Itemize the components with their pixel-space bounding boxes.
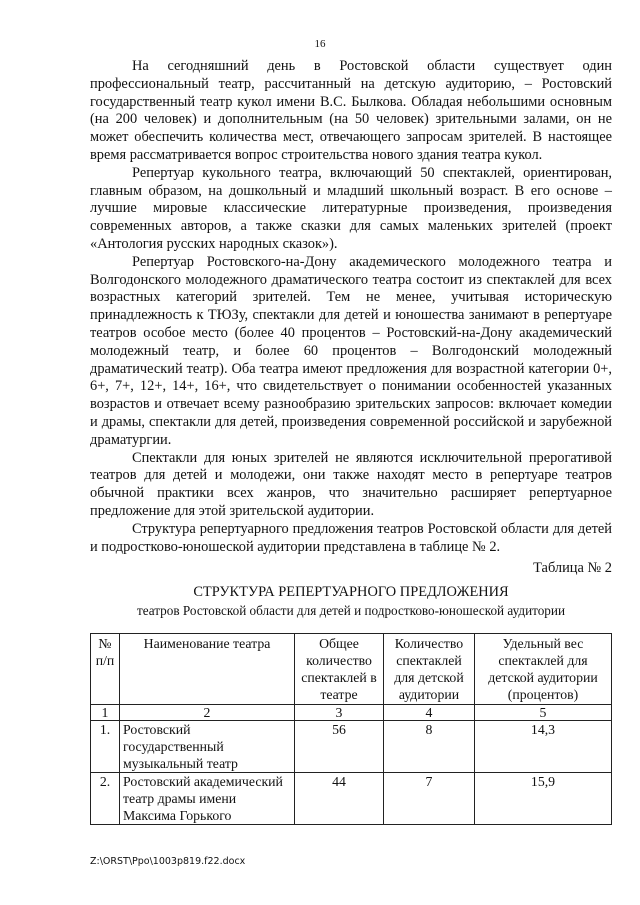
row-kids: 8 — [384, 721, 475, 773]
header-kids-performances: Количество спектаклей для детской аудитории — [384, 634, 475, 705]
header-share: Удельный вес спектаклей для детской аудитории (процентов) — [475, 634, 612, 705]
index-cell: 4 — [384, 705, 475, 721]
table-row — [91, 721, 612, 773]
index-cell: 3 — [295, 705, 384, 721]
row-total: 44 — [295, 773, 384, 825]
table-row — [91, 773, 612, 825]
row-theatre-name: Ростовский государственный музыкальный театр — [120, 721, 295, 773]
row-share: 14,3 — [475, 721, 612, 773]
page-number: 16 — [314, 38, 326, 50]
row-number: 2. — [91, 773, 120, 825]
table-title: СТРУКТУРА РЕПЕРТУАРНОГО ПРЕДЛОЖЕНИЯ — [193, 584, 509, 600]
index-cell: 2 — [120, 705, 295, 721]
repertoire-table — [90, 633, 612, 825]
paragraph: Структура репертуарного предложения театров Ростовской области для детей и подростково-юношеской аудитории представлена в таблице № 2. — [90, 520, 612, 555]
table-index-row — [91, 705, 612, 721]
row-total: 56 — [295, 721, 384, 773]
header-total-performances: Общее количество спектаклей в театре — [295, 634, 384, 705]
paragraph: На сегодняшний день в Ростовской области существует один профессиональный театр, рассчитанный на детскую аудиторию, – Ростовский государственный театр кукол имени В.С. Былкова. Обладая небольшими основным (на 200 человек) и дополнительным (на 50 человек) зрительными залами, он не может обеспечить количества мест, отвечающего запросам зрителей. В настоящее время рассматривается вопрос строительства нового здания театра кукол. — [90, 58, 612, 163]
paragraph: Репертуар Ростовского-на-Дону академического молодежного театра и Волгодонского молодежного драматического театра состоит из спектаклей для всех возрастных категорий зрителей. Тем не менее, учитывая историческую принадлежность к ТЮЗу, спектакли для детей и юношества занимают в репертуаре театров особое место (более 40 процентов – Ростовский-на-Дону академический молодежный театр, и более 60 процентов – Волгодонский молодежный драматический театр). Оба театра имеют предложения для возрастной категории 0+, 6+, 7+, 12+, 14+, 16+, что свидетельствует о понимании особенностей указанных возрастов и отвечает всему разнообразию зрительских запросов: включает комедии и драмы, спектакли для детей, произведения современной российской и зарубежной драматургии. — [90, 253, 612, 448]
index-cell: 5 — [475, 705, 612, 721]
index-cell: 1 — [91, 705, 120, 721]
body-text — [90, 58, 612, 556]
row-number: 1. — [91, 721, 120, 773]
row-share: 15,9 — [475, 773, 612, 825]
header-theatre-name: Наименование театра — [120, 634, 295, 705]
row-theatre-name: Ростовский академический театр драмы имени Максима Горького — [120, 773, 295, 825]
table-header-row — [91, 634, 612, 705]
table-subtitle: театров Ростовской области для детей и подростково-юношеской аудитории — [136, 603, 566, 618]
file-path-footer: Z:\ORST\Ppo\1003p819.f22.docx — [90, 856, 246, 867]
header-number: № п/п — [91, 634, 120, 705]
paragraph: Спектакли для юных зрителей не являются исключительной прерогативой театров для детей и молодежи, они также находят место в репертуаре театров обычной практики всех жанров, что значительно расширяет репертуарное предложение для этой зрительской аудитории. — [90, 449, 612, 519]
paragraph: Репертуар кукольного театра, включающий 50 спектаклей, ориентирован, главным образом, на дошкольный и младший школьный возраст. В его основе – лучшие мировые классические литературные произведения, произведения современных авторов, а также сказки для самых маленьких зрителей (проект «Антология русских народных сказок»). — [90, 164, 612, 252]
table-label: Таблица № 2 — [533, 560, 612, 576]
row-kids: 7 — [384, 773, 475, 825]
